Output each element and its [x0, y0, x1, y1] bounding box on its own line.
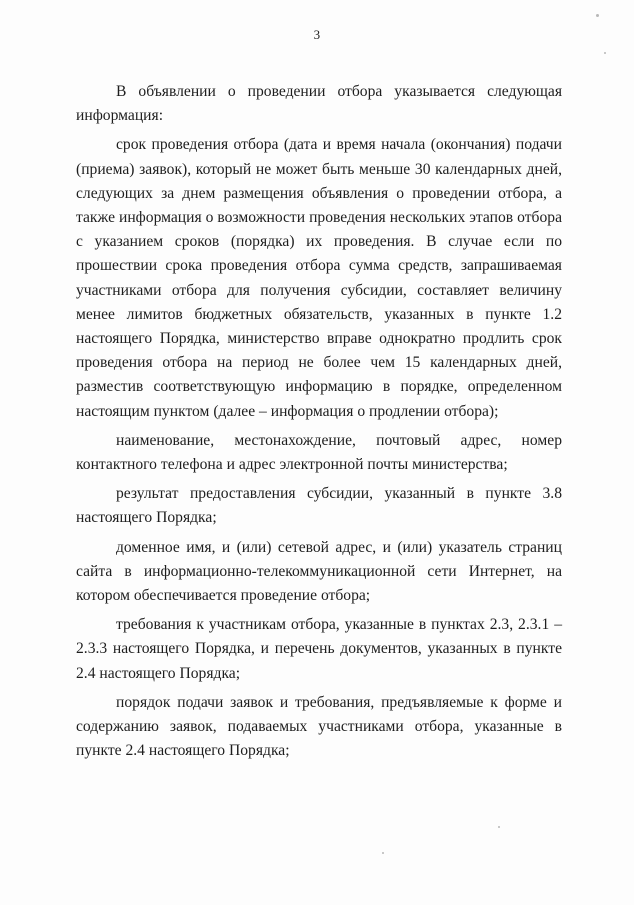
scan-speck — [596, 14, 599, 17]
paragraph-intro: В объявлении о проведении отбора указывается следующая информация: — [76, 83, 562, 125]
document-body — [76, 80, 562, 768]
scan-speck — [604, 52, 606, 54]
scan-speck — [382, 852, 384, 854]
paragraph-requirements: требования к участникам отбора, указанные в пунктах 2.3, 2.3.1 – 2.3.3 настоящего Порядка, и перечень документов, указанных в пункте 2.4 настоящего Порядка; — [76, 616, 562, 682]
page-number: 3 — [313, 27, 321, 42]
paragraph-website: доменное имя, и (или) сетевой адрес, и (или) указатель страниц сайта в информационно-телекоммуникационной сети Интернет, на котором обеспечивается проведение отбора; — [76, 538, 562, 605]
paragraph-application-procedure: порядок подачи заявок и требования, предъявляемые к форме и содержанию заявок, подаваемых участниками отбора, указанные в пункте 2.4 настоящего Порядка; — [76, 693, 562, 760]
scan-speck — [498, 826, 500, 828]
paragraph-result: результат предоставления субсидии, указанный в пункте 3.8 настоящего Порядка; — [76, 485, 562, 527]
paragraph-deadline: срок проведения отбора (дата и время начала (окончания) подачи (приема) заявок), который не может быть меньше 30 календарных дней, следующих за днем размещения объявления о проведении отбора, а также информация о возможности проведения нескольких этапов отбора с указанием сроков (порядка) их проведения. В случае если по прошествии срока проведения отбора сумма средств, запрашиваемая участниками отбора для получения субсидии, составляет величину менее лимитов бюджетных обязательств, указанных в пункте 1.2 настоящего Порядка, министерство вправе однократно продлить срок проведения отбора на период не более чем 15 календарных дней, разместив соответствующую информацию в порядке, определенном настоящим пунктом (далее – информация о продлении отбора); — [76, 136, 562, 420]
paragraph-contacts: наименование, местонахождение, почтовый адрес, номер контактного телефона и адрес электронной почты министерства; — [76, 431, 562, 474]
